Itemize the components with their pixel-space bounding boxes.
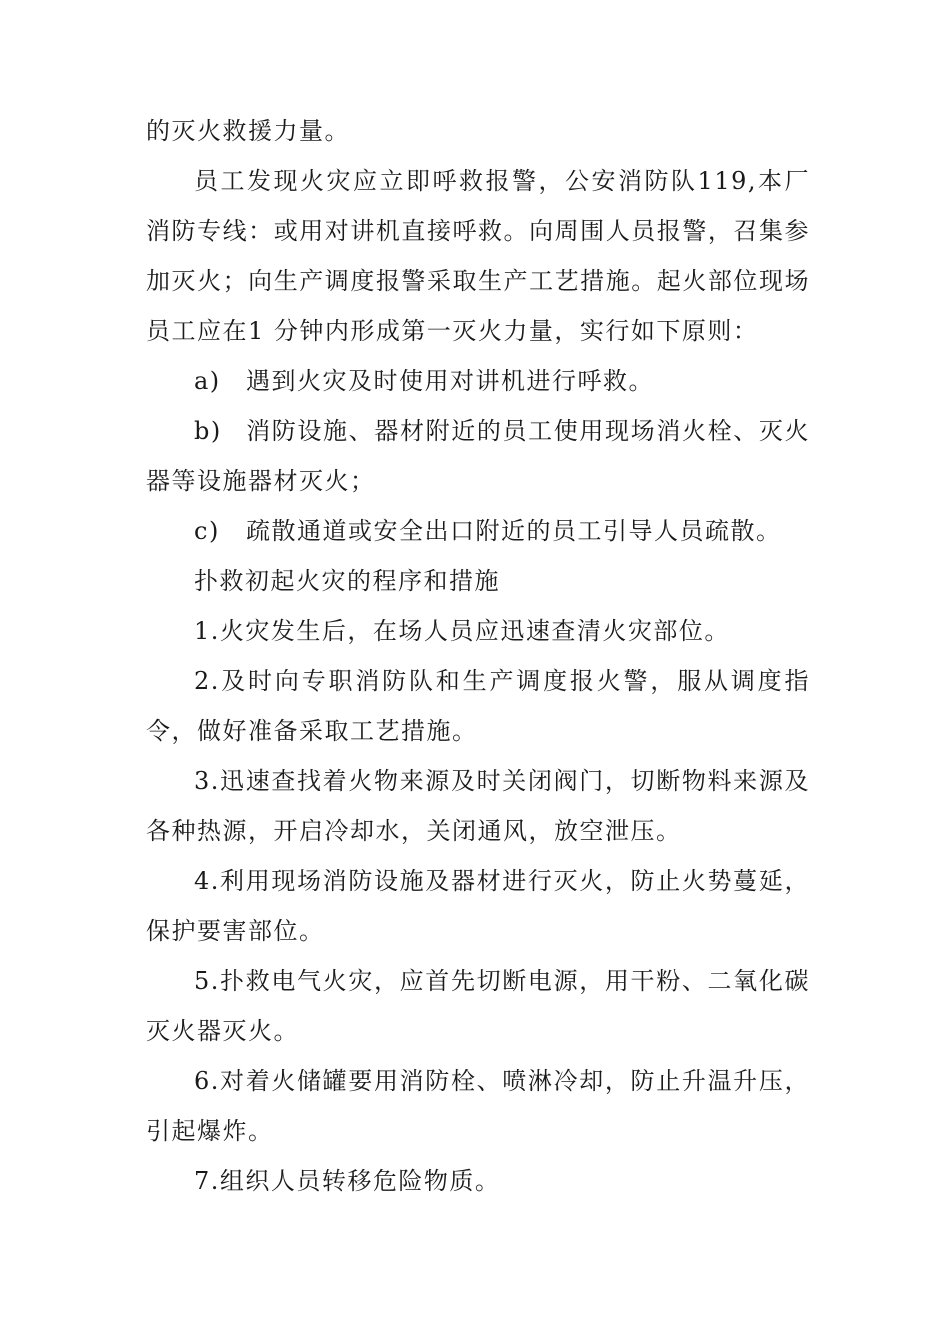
step-1: 1.火灾发生后，在场人员应迅速查清火灾部位。 bbox=[194, 617, 730, 645]
document-body bbox=[146, 106, 810, 1206]
step-3: 3.迅速查找着火物来源及时关闭阀门，切断物料来源及各种热源，开启冷却水，关闭通风，放空泄压。 bbox=[146, 767, 810, 845]
list-item-text: 消防设施、器材附近的员工使用现场消火栓、灭火器等设施器材灭火； bbox=[146, 417, 810, 495]
list-item-text: 疏散通道或安全出口附近的员工引导人员疏散。 bbox=[246, 517, 782, 545]
list-item-label: b) bbox=[194, 417, 222, 445]
step-6: 6.对着火储罐要用消防栓、喷淋冷却，防止升温升压，引起爆炸。 bbox=[146, 1067, 810, 1145]
list-item-b bbox=[146, 406, 810, 506]
step-5: 5.扑救电气火灾，应首先切断电源，用干粉、二氧化碳灭火器灭火。 bbox=[146, 967, 810, 1045]
list-item-label: a) bbox=[194, 367, 221, 395]
step-4: 4.利用现场消防设施及器材进行灭火，防止火势蔓延，保护要害部位。 bbox=[146, 867, 810, 945]
section-heading: 扑救初起火灾的程序和措施 bbox=[194, 567, 500, 595]
list-item-c bbox=[146, 506, 810, 556]
list-item-text: 遇到火灾及时使用对讲机进行呼救。 bbox=[246, 367, 654, 395]
step-2: 2.及时向专职消防队和生产调度报火警，服从调度指令，做好准备采取工艺措施。 bbox=[146, 667, 810, 745]
list-item-label: c) bbox=[194, 517, 220, 545]
paragraph-alarm-procedure: 员工发现火灾应立即呼救报警，公安消防队119,本厂消防专线：或用对讲机直接呼救。向周围人员报警，召集参加灭火；向生产调度报警采取生产工艺措施。起火部位现场员工应在1 分钟内形成第一灭火力量，实行如下原则： bbox=[146, 167, 810, 345]
paragraph-continuation: 的灭火救援力量。 bbox=[146, 117, 350, 145]
list-item-a bbox=[146, 356, 810, 406]
step-7: 7.组织人员转移危险物质。 bbox=[194, 1167, 501, 1195]
